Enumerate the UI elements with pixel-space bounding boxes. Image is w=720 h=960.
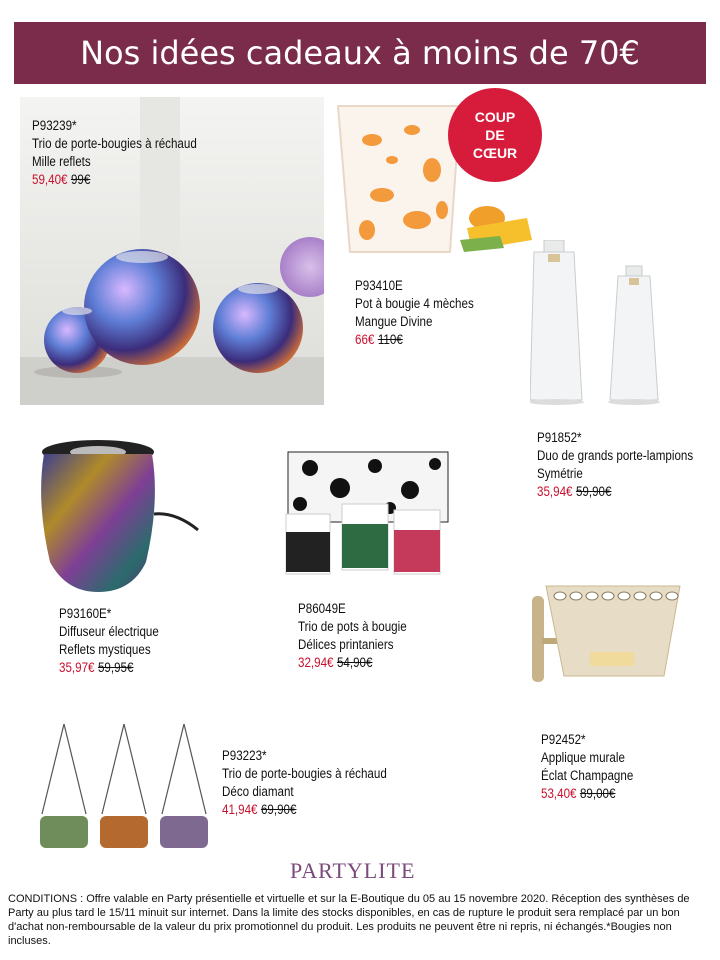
photo-reflets-mystiques: [36, 432, 201, 594]
product-name-line1: Applique murale: [541, 750, 625, 765]
conditions-text: CONDITIONS : Offre valable en Party présentielle et virtuelle et sur la E-Boutique du 05 au 15 novembre 2020. Réception des synthèses de Party au plus tard le 15/11 minuit sur internet. Dans la limite des stocks disponibles, en cas de rupture le produit sera remplacé par un bon d'achat non-remboursable de la valeur du prix promotionnel du produit. Les produits ne peuvent être ni repris, ni échangés.*Bougies non incluses.: [8, 893, 690, 947]
product-symetrie: [537, 429, 693, 501]
product-ref: P93410E: [355, 278, 403, 293]
product-mangue-divine: [355, 277, 474, 349]
product-price: 35,97€: [59, 660, 95, 675]
product-price: 53,40€: [541, 786, 577, 801]
product-name-line1: Diffuseur électrique: [59, 624, 159, 639]
photo-eclat-champagne: [530, 578, 684, 688]
product-eclat-champagne: [541, 731, 633, 803]
product-price: 32,94€: [298, 655, 334, 670]
product-old-price: 59,90€: [575, 484, 612, 499]
product-name-line1: Trio de porte-bougies à réchaud: [222, 766, 387, 781]
badge-line: COUP: [474, 109, 516, 125]
product-name-line2: Mille reflets: [32, 154, 91, 169]
product-price: 66€: [355, 332, 375, 347]
product-name-line1: Duo de grands porte-lampions: [537, 448, 694, 463]
badge-line: CŒUR: [472, 145, 518, 161]
page-title: Nos idées cadeaux à moins de 70€: [80, 34, 640, 72]
product-ref: P93239*: [32, 118, 77, 133]
product-name-line1: Pot à bougie 4 mèches: [355, 296, 474, 311]
coup-de-coeur-badge: [448, 88, 542, 182]
product-ref: P93160E*: [59, 606, 112, 621]
photo-delices-printaniers: [280, 448, 452, 578]
product-deco-diamant: [222, 747, 387, 819]
product-old-price: 69,90€: [260, 802, 297, 817]
product-name-line1: Trio de pots à bougie: [298, 619, 407, 634]
product-old-price: 110€: [377, 332, 403, 347]
product-price: 59,40€: [32, 172, 68, 187]
product-mille-reflets: [32, 117, 197, 189]
product-name-line2: Délices printaniers: [298, 637, 394, 652]
product-ref: P91852*: [537, 430, 582, 445]
product-price: 35,94€: [537, 484, 573, 499]
product-name-line2: Mangue Divine: [355, 314, 433, 329]
product-name-line1: Trio de porte-bougies à réchaud: [32, 136, 197, 151]
photo-deco-diamant: [36, 724, 216, 854]
product-name-line2: Éclat Champagne: [541, 768, 634, 783]
product-old-price: 99€: [70, 172, 91, 187]
product-name-line2: Reflets mystiques: [59, 642, 151, 657]
product-ref: P86049E: [298, 601, 346, 616]
product-ref: P92452*: [541, 732, 586, 747]
badge-line: DE: [485, 127, 505, 143]
page-title-banner: [14, 22, 706, 84]
partylite-logo: PARTYLITE: [290, 858, 416, 883]
product-name-line2: Symétrie: [537, 466, 583, 481]
product-name-line2: Déco diamant: [222, 784, 294, 799]
product-price: 41,94€: [222, 802, 258, 817]
product-delices-printaniers: [298, 600, 407, 672]
product-old-price: 54,90€: [336, 655, 373, 670]
photo-symetrie: [530, 240, 680, 410]
product-old-price: 59,95€: [97, 660, 134, 675]
product-old-price: 89,00€: [579, 786, 616, 801]
product-reflets-mystiques: [59, 605, 159, 677]
product-ref: P93223*: [222, 748, 267, 763]
